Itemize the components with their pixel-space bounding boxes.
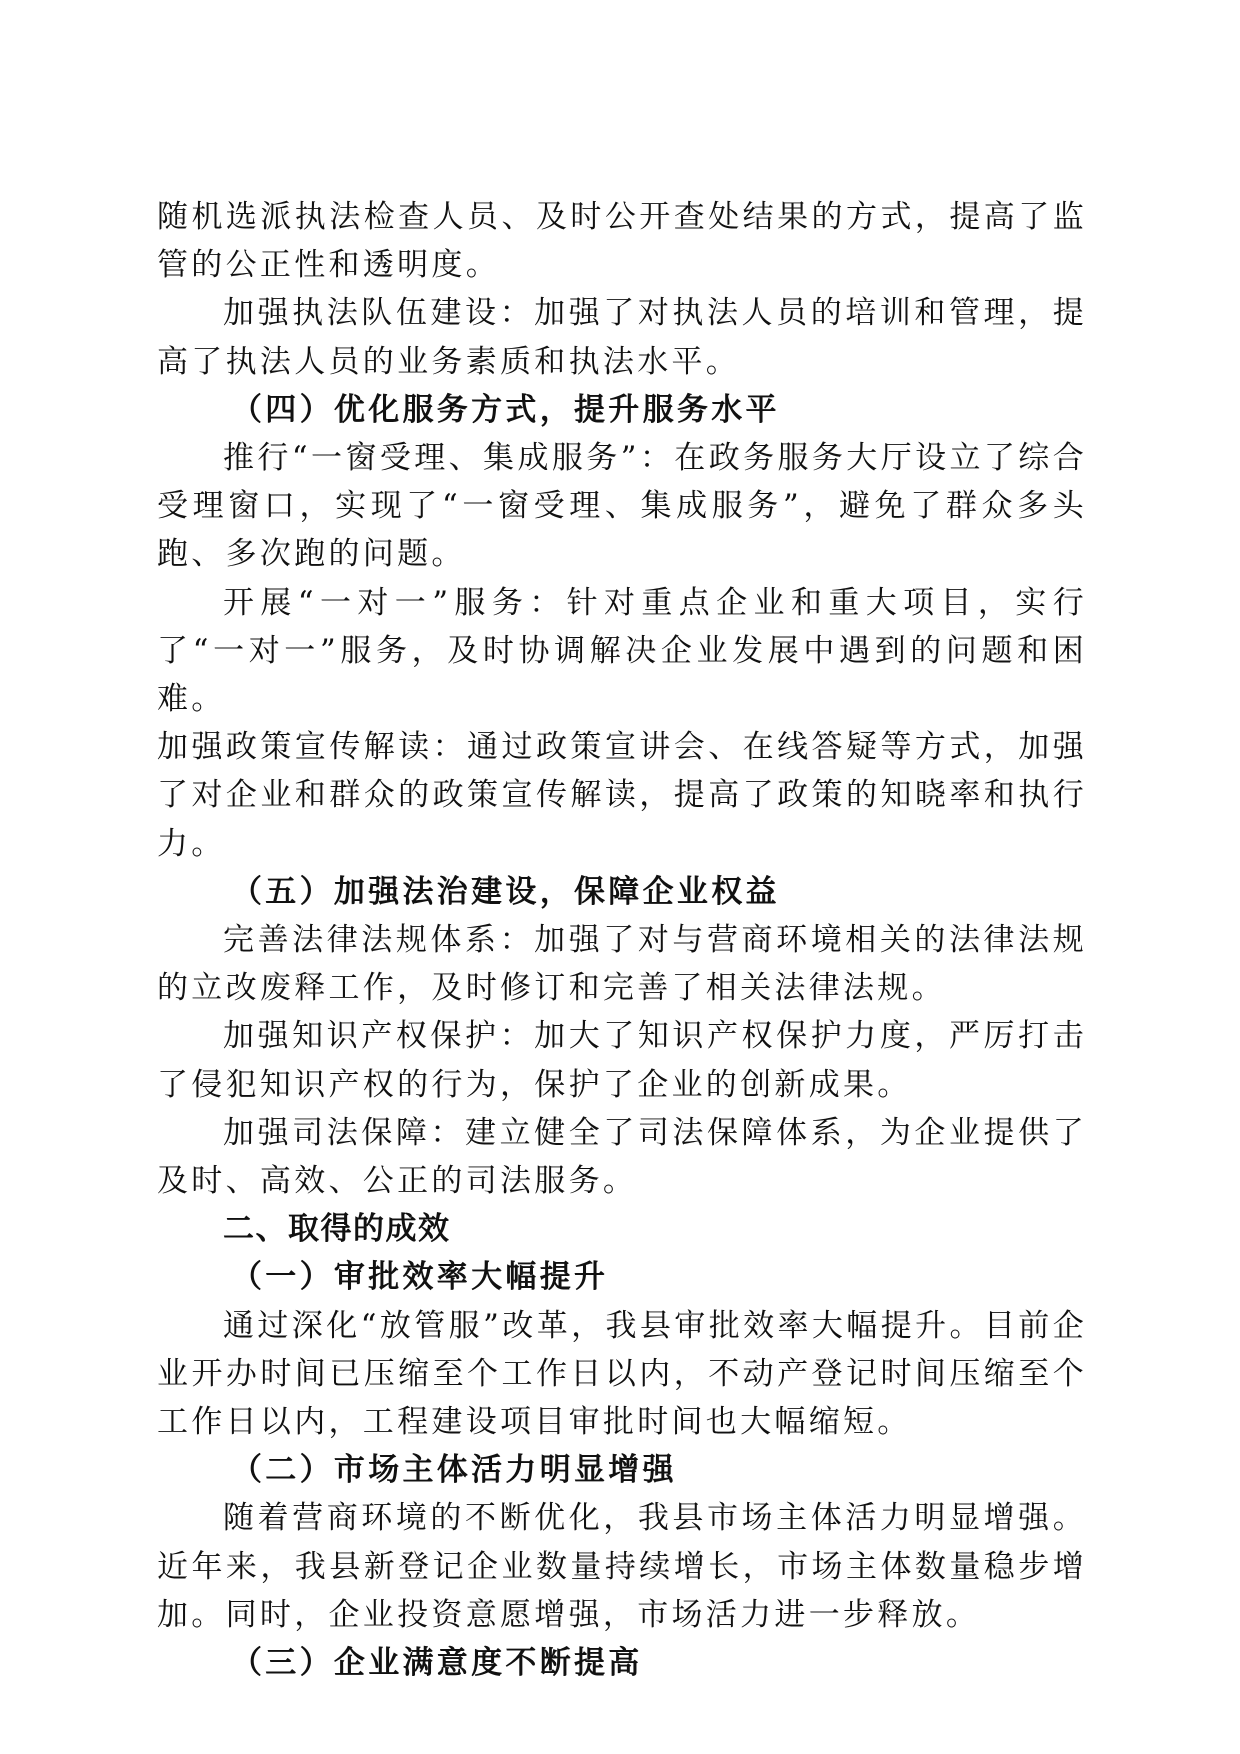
subheading-market-vitality: （二）市场主体活力明显增强: [231, 1452, 677, 1489]
paragraph-legal-system: 完善法律法规体系：加强了对与营商环境相关的法律法规的立改废释工作，及时修订和完善了相关法律法规。: [157, 922, 1087, 1007]
heading-achievements: 二、取得的成效: [223, 1211, 451, 1248]
paragraph-supervision-fairness: 随机选派执法检查人员、及时公开查处结果的方式，提高了监管的公正性和透明度。: [157, 199, 1087, 284]
subheading-optimize-service: （四）优化服务方式，提升服务水平: [231, 391, 780, 428]
subheading-approval-efficiency: （一）审批效率大幅提升: [231, 1259, 609, 1296]
document-body: [157, 193, 1087, 1687]
paragraph-approval-efficiency: 通过深化“放管服”改革，我县审批效率大幅提升。目前企业开办时间已压缩至个工作日以内，不动产登记时间压缩至个工作日以内，工程建设项目审批时间也大幅缩短。: [157, 1307, 1087, 1441]
paragraph-judicial-guarantee: 加强司法保障：建立健全了司法保障体系，为企业提供了及时、高效、公正的司法服务。: [157, 1114, 1087, 1200]
paragraph-market-vitality: 随着营商环境的不断优化，我县市场主体活力明显增强。近年来，我县新登记企业数量持续增长，市场主体数量稳步增加。同时，企业投资意愿增强，市场活力进一步释放。: [157, 1500, 1087, 1633]
paragraph-law-enforcement-team: 加强执法队伍建设：加强了对执法人员的培训和管理，提高了执法人员的业务素质和执法水平。: [157, 295, 1087, 380]
subheading-enterprise-satisfaction: （三）企业满意度不断提高: [231, 1645, 643, 1682]
paragraph-one-window-service: 推行“一窗受理、集成服务”：在政务服务大厅设立了综合受理窗口，实现了“一窗受理、集成服务”，避免了群众多头跑、多次跑的问题。: [157, 440, 1087, 573]
paragraph-policy-publicity: 加强政策宣传解读：通过政策宣讲会、在线答疑等方式，加强了对企业和群众的政策宣传解读，提高了政策的知晓率和执行力。: [157, 729, 1087, 862]
subheading-rule-of-law: （五）加强法治建设，保障企业权益: [231, 873, 780, 910]
paragraph-ip-protection: 加强知识产权保护：加大了知识产权保护力度，严厉打击了侵犯知识产权的行为，保护了企业的创新成果。: [157, 1018, 1087, 1103]
paragraph-one-to-one-service: 开展“一对一”服务：针对重点企业和重大项目，实行了“一对一”服务，及时协调解决企业发展中遇到的问题和困难。: [157, 584, 1087, 718]
